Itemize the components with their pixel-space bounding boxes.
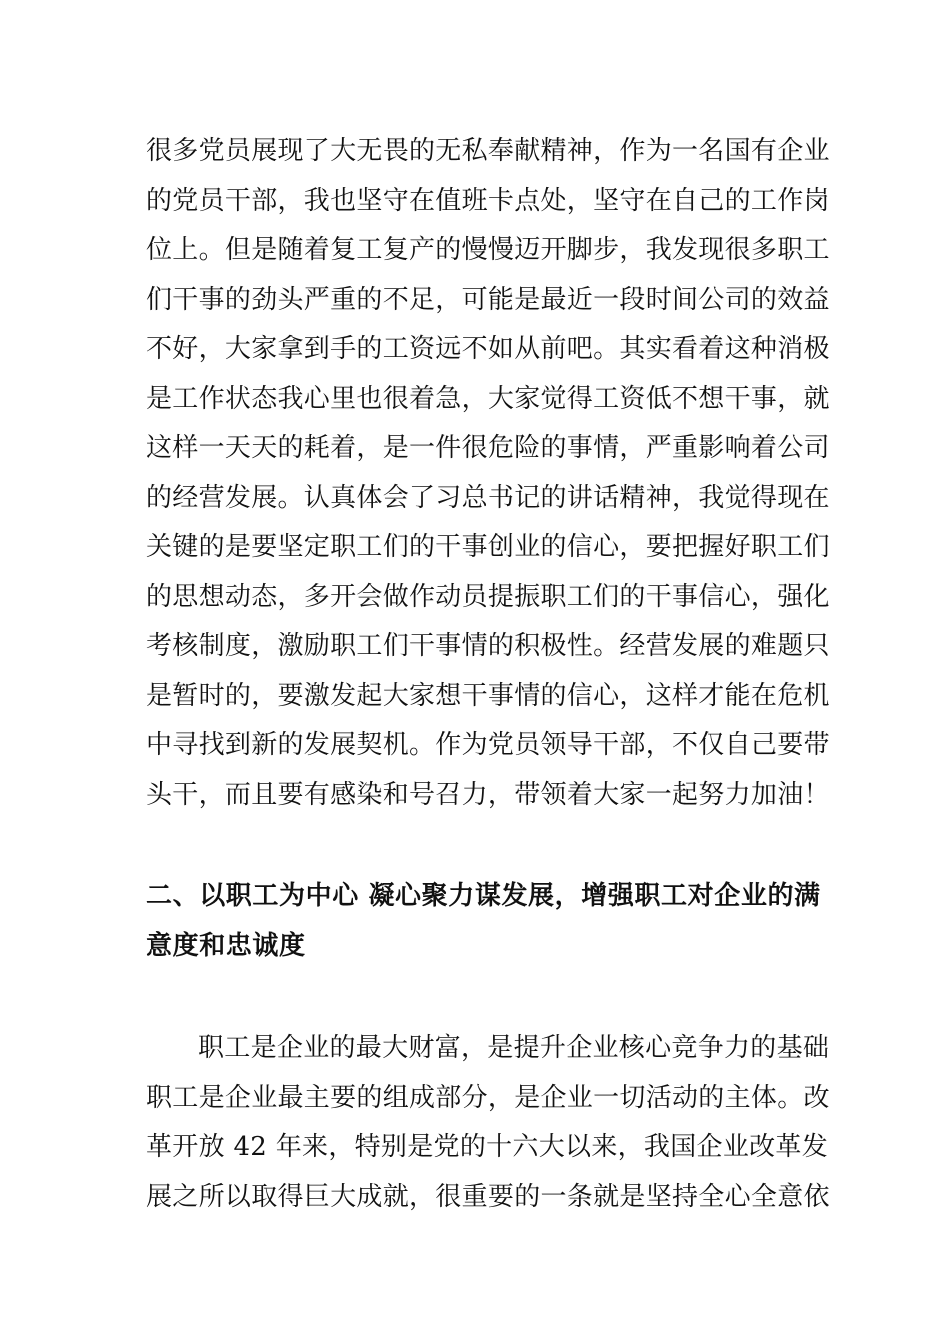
section-heading: [146, 872, 821, 971]
body-paragraph-2: [146, 1024, 830, 1222]
paragraph-line: 这样一天天的耗着，是一件很危险的事情，严重影响着公司: [146, 433, 830, 463]
paragraph-line: 是工作状态我心里也很着急，大家觉得工资低不想干事，就: [146, 383, 830, 414]
paragraph-line: 展之所以取得巨大成就，很重要的一条就是坚持全心全意依: [146, 1181, 830, 1212]
body-paragraph-1: [146, 127, 830, 820]
paragraph-line: 职工是企业最主要的组成部分，是企业一切活动的主体。改: [146, 1082, 830, 1113]
paragraph-line: 不好，大家拿到手的工资远不如从前吧。其实看着这种消极: [146, 334, 830, 364]
paragraph-line: 的经营发展。认真体会了习总书记的讲话精神，我觉得现在: [146, 482, 830, 513]
paragraph-line: 革开放 42 年来，特别是党的十六大以来，我国企业改革发: [146, 1132, 829, 1162]
heading-line: 二、以职工为中心 凝心聚力谋发展，增强职工对企业的满: [146, 881, 821, 911]
paragraph-line: 头干，而且要有感染和号召力，带领着大家一起努力加油！: [146, 779, 830, 810]
paragraph-line: 中寻找到新的发展契机。作为党员领导干部，不仅自己要带: [146, 730, 830, 760]
paragraph-line: 考核制度，激励职工们干事情的积极性。经营发展的难题只: [146, 631, 830, 661]
paragraph-line: 们干事的劲头严重的不足，可能是最近一段时间公司的效益: [146, 284, 830, 315]
paragraph-line: 的党员干部，我也坚守在值班卡点处，坚守在自己的工作岗: [146, 185, 830, 216]
heading-line: 意度和忠诚度: [146, 930, 306, 961]
paragraph-line: 很多党员展现了大无畏的无私奉献精神，作为一名国有企业: [146, 136, 830, 166]
paragraph-line: 的思想动态，多开会做作动员提振职工们的干事信心，强化: [146, 581, 830, 612]
paragraph-line: 关键的是要坚定职工们的干事创业的信心，要把握好职工们: [146, 532, 830, 562]
paragraph-line: 职工是企业的最大财富，是提升企业核心竞争力的基础: [198, 1033, 830, 1063]
paragraph-line: 是暂时的，要激发起大家想干事情的信心，这样才能在危机: [146, 680, 830, 711]
paragraph-line: 位上。但是随着复工复产的慢慢迈开脚步，我发现很多职工: [146, 235, 830, 265]
